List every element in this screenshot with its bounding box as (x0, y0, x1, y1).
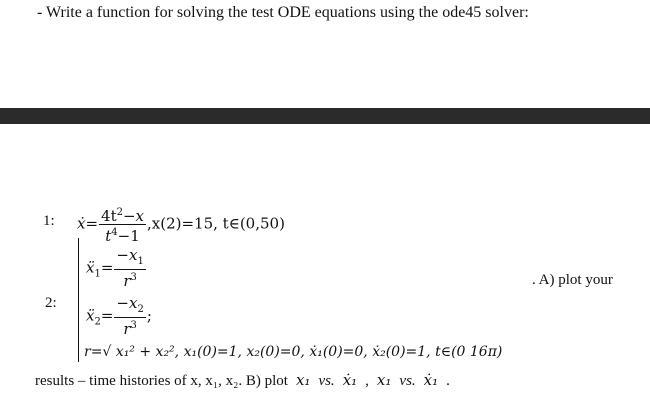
eq2-l2-num: −x (116, 294, 138, 312)
equation-2-line-2 (86, 296, 152, 337)
eq2-l2-den: r (123, 320, 131, 338)
equation-2-line-3: r=√ x₁² + x₂², x₁(0)=1, x₂(0)=0, ẋ₁(0)=0, ẋ₂(0)=1, t∈(0 16π) (84, 344, 503, 360)
dark-divider-band (0, 108, 650, 124)
eq2-l1-num-sub: 1 (137, 256, 144, 267)
eq2-l2-tail: ; (146, 306, 152, 325)
final-period: . (446, 373, 450, 389)
equation-1-num-tail: −x (122, 207, 145, 225)
equation-1-den: t (105, 227, 112, 245)
plot-1-x: x₁ (295, 371, 311, 389)
equation-1-tail: ,x(2)=15, t∈(0,50) (147, 214, 285, 233)
equation-1-den-sup: 4 (111, 227, 118, 238)
equation-1-label: 1: (43, 213, 55, 229)
eq2-l2-eq: = (100, 306, 114, 325)
task-instruction: - Write a function for solving the test ODE equations using the ode45 solver: (37, 4, 529, 21)
plot-1-xdot: ẋ₁ (342, 371, 358, 389)
equation-2-label: 2: (45, 295, 57, 311)
eq2-l1-fraction (114, 248, 145, 289)
equation-1-num: 4t (101, 207, 117, 225)
eq2-l2-den-sup: 3 (130, 320, 137, 331)
eq2-l1-den: r (123, 272, 131, 290)
task-part-a: . A) plot your (532, 272, 613, 288)
task-part-b (35, 371, 450, 390)
equation-1-num-sup: 2 (116, 207, 123, 218)
eq2-l1-den-sup: 3 (130, 272, 137, 283)
eq2-l2-num-sub: 2 (137, 304, 144, 315)
plot-2-xdot: ẋ₁ (423, 371, 439, 389)
equation-1-den-tail: −1 (117, 227, 140, 245)
eq2-l1-sub: 1 (94, 268, 101, 280)
equation-2-line-1 (86, 248, 147, 289)
eq2-l2-fraction (114, 296, 145, 337)
eq2-l2-sub: 2 (94, 316, 101, 328)
plot-2-x: x₁ (376, 371, 392, 389)
eq2-l2-lhs: ẍ (86, 306, 95, 325)
eq2-l1-eq: = (100, 258, 114, 277)
plot-2-vs: vs. (399, 373, 416, 389)
eq2-l1-lhs: ẍ (86, 258, 95, 277)
plot-separator: , (365, 373, 369, 389)
equation-1-fraction (99, 205, 146, 244)
equation-1 (77, 205, 285, 244)
eq2-l1-num: −x (116, 246, 138, 264)
plot-1-vs: vs. (318, 373, 335, 389)
equation-1-lhs: ẋ= (77, 214, 99, 233)
task-part-b-lead: results – time histories of x, x₁, x₂. B) plot (35, 373, 288, 389)
